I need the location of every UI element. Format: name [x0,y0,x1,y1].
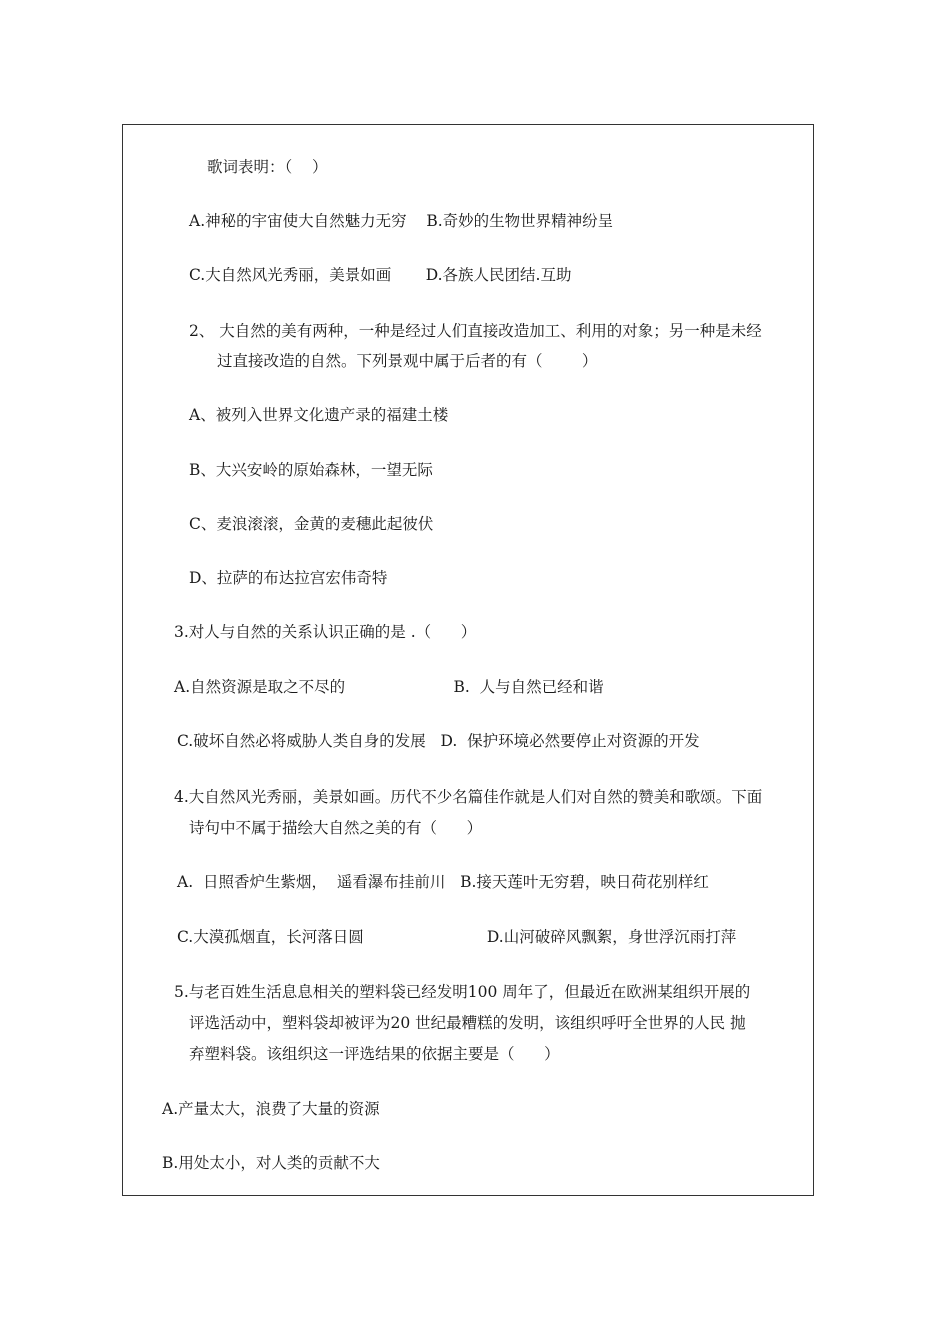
question-3-stem: 3.对人与自然的关系认识正确的是 .（ ） [174,623,477,641]
question-5-option-a: A.产量太大，浪费了大量的资源 [162,1100,380,1118]
question-2-option-a: A、被列入世界文化遗产录的福建土楼 [189,406,449,424]
question-1-options-ab: A.神秘的宇宙使大自然魅力无穷 B.奇妙的生物世界精神纷呈 [189,212,614,230]
question-4-stem-line-2: 诗句中不属于描绘大自然之美的有（ ） [189,819,483,837]
question-2-option-d: D、拉萨的布达拉宫宏伟奇特 [189,569,388,587]
question-1-stem: 歌词表明：（ ） [207,158,328,176]
question-4-stem-line-1: 4.大自然风光秀丽，美景如画。历代不少名篇佳作就是人们对自然的赞美和歌颂。下面 [174,788,763,806]
question-2-option-b: B、大兴安岭的原始森林，一望无际 [189,461,433,479]
question-3-options-cd: C.破坏自然必将威胁人类自身的发展 D. 保护环境必然要停止对资源的开发 [177,732,700,750]
question-2-stem-line-1: 2、 大自然的美有两种，一种是经过人们直接改造加工、利用的对象；另一种是未经 [189,322,762,340]
question-5-stem-line-1: 5.与老百姓生活息息相关的塑料袋已经发明100 周年了，但最近在欧洲某组织开展的 [174,983,751,1001]
question-5-stem-line-3: 弃塑料袋。该组织这一评选结果的依据主要是（ ） [189,1045,560,1063]
question-4-options-cd: C.大漠孤烟直，长河落日圆 D.山河破碎风飘絮，身世浮沉雨打萍 [177,928,737,946]
question-3-options-ab: A.自然资源是取之不尽的 B. 人与自然已经和谐 [174,678,604,696]
question-2-option-c: C、麦浪滚滚，金黄的麦穗此起彼伏 [189,515,434,533]
question-1-options-cd: C.大自然风光秀丽，美景如画 D.各族人民团结.互助 [189,266,572,284]
question-2-stem-line-2: 过直接改造的自然。下列景观中属于后者的有（ ） [217,352,598,370]
question-5-option-b: B.用处太小，对人类的贡献不大 [162,1154,380,1172]
question-5-stem-line-2: 评选活动中，塑料袋却被评为20 世纪最糟糕的发明，该组织呼吁全世界的人民 抛 [189,1014,746,1032]
question-4-options-ab: A. 日照香炉生紫烟， 遥看瀑布挂前川 B.接天莲叶无穷碧，映日荷花别样红 [177,873,709,891]
